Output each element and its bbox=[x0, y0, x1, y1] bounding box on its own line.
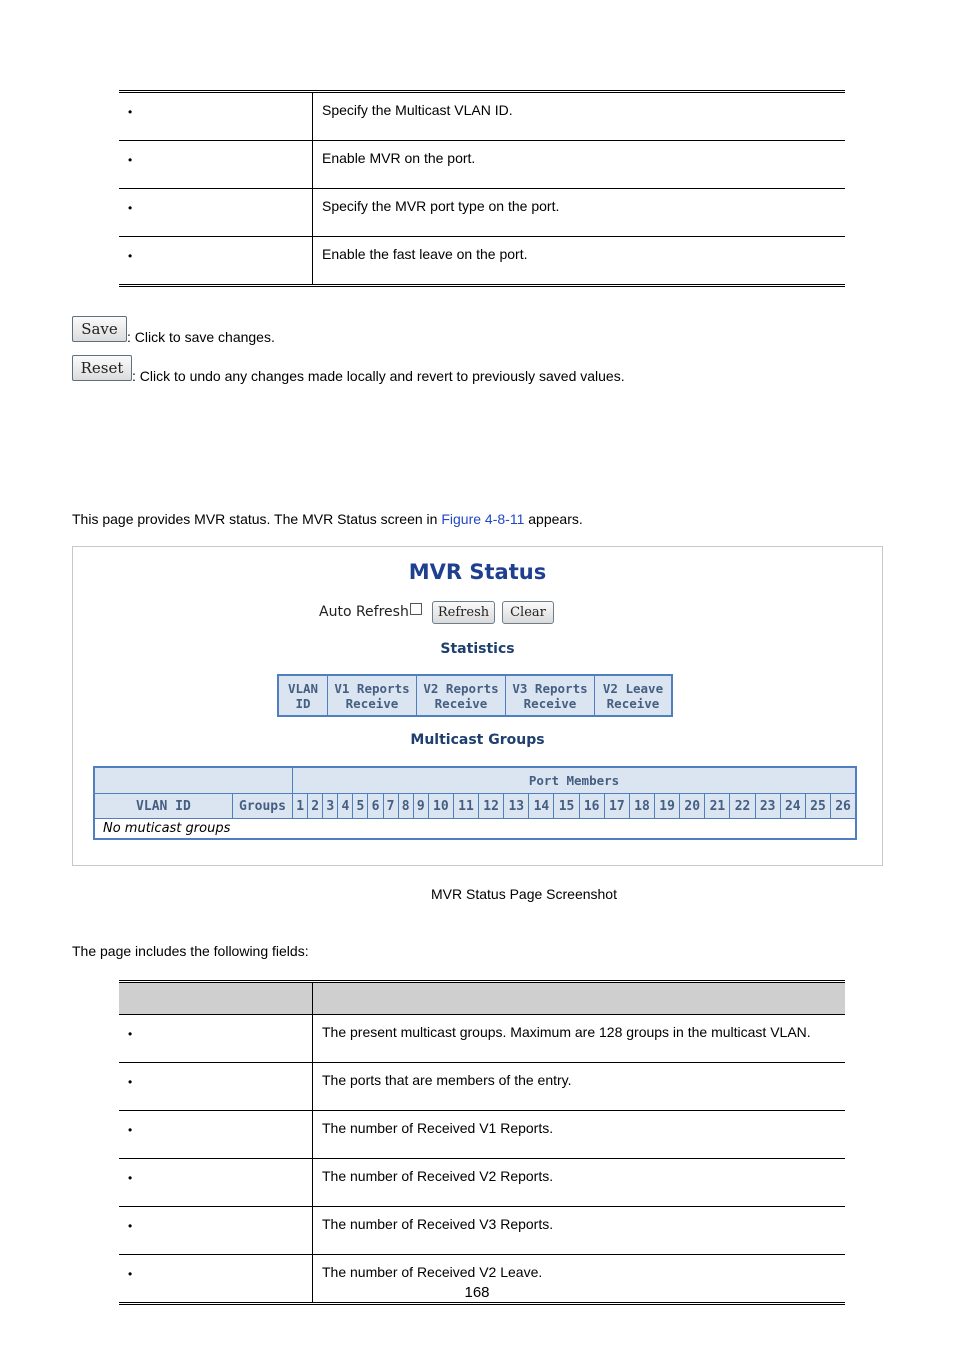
port-header: 20 bbox=[680, 794, 705, 819]
port-header: 8 bbox=[398, 794, 413, 819]
table-row bbox=[119, 1159, 845, 1207]
port-header: 11 bbox=[453, 794, 478, 819]
row-description: Enable MVR on the port. bbox=[313, 141, 846, 189]
intro-paragraph: This page provides MVR status. The MVR Status screen in Figure 4-8-11 appears. bbox=[72, 511, 583, 527]
port-header: 16 bbox=[579, 794, 604, 819]
table-row bbox=[119, 1111, 845, 1159]
port-header: 6 bbox=[368, 794, 383, 819]
table-row bbox=[119, 189, 845, 237]
row-description: The number of Received V1 Reports. bbox=[313, 1111, 846, 1159]
port-header: 21 bbox=[705, 794, 730, 819]
bullet: • bbox=[128, 1219, 133, 1233]
groups-empty-row bbox=[94, 819, 856, 840]
bullet: • bbox=[128, 153, 133, 167]
clear-button[interactable]: Clear bbox=[502, 601, 554, 624]
port-header: 18 bbox=[629, 794, 654, 819]
table-row bbox=[119, 1207, 845, 1255]
stats-col-v2-reports: V2 Reports Receive bbox=[417, 675, 506, 716]
auto-refresh-checkbox[interactable] bbox=[410, 603, 422, 615]
mvr-status-title: MVR Status bbox=[408, 560, 547, 584]
bullet: • bbox=[128, 1123, 133, 1137]
bullet: • bbox=[128, 1267, 133, 1281]
save-description: : Click to save changes. bbox=[127, 329, 275, 345]
groups-header-row-2 bbox=[94, 794, 856, 819]
stats-col-v3-reports: V3 Reports Receive bbox=[506, 675, 595, 716]
bullet: • bbox=[128, 1075, 133, 1089]
statistics-table bbox=[277, 674, 673, 717]
row-description: Enable the fast leave on the port. bbox=[313, 237, 846, 286]
port-header: 22 bbox=[730, 794, 755, 819]
port-header: 1 bbox=[293, 794, 308, 819]
port-header: 7 bbox=[383, 794, 398, 819]
port-header: 26 bbox=[831, 794, 856, 819]
row-description: The number of Received V2 Leave. bbox=[313, 1255, 846, 1304]
reset-button[interactable]: Reset bbox=[72, 355, 132, 381]
port-members-header: Port Members bbox=[293, 767, 856, 794]
statistics-title: Statistics bbox=[440, 641, 515, 657]
no-groups-message: No muticast groups bbox=[94, 819, 856, 840]
auto-refresh-label: Auto Refresh bbox=[319, 604, 409, 620]
mvr-status-screenshot bbox=[72, 546, 883, 866]
reset-description: : Click to undo any changes made locally and revert to previously saved values. bbox=[132, 368, 625, 384]
port-header: 15 bbox=[554, 794, 579, 819]
port-header: 14 bbox=[529, 794, 554, 819]
refresh-button[interactable]: Refresh bbox=[432, 601, 495, 624]
port-header: 19 bbox=[655, 794, 680, 819]
port-header: 13 bbox=[504, 794, 529, 819]
table-row bbox=[119, 1015, 845, 1063]
multicast-groups-table bbox=[93, 766, 857, 840]
bullet: • bbox=[128, 1171, 133, 1185]
bullet: • bbox=[128, 201, 133, 215]
bullet: • bbox=[128, 249, 133, 263]
port-header: 25 bbox=[805, 794, 830, 819]
table-header-row bbox=[119, 982, 845, 1015]
port-header: 23 bbox=[755, 794, 780, 819]
table-row bbox=[119, 237, 845, 286]
port-header: 4 bbox=[338, 794, 353, 819]
row-description: Specify the Multicast VLAN ID. bbox=[313, 92, 846, 141]
port-header: 17 bbox=[604, 794, 629, 819]
row-description: The present multicast groups. Maximum are 128 groups in the multicast VLAN. bbox=[313, 1015, 846, 1063]
groups-header: Groups bbox=[232, 794, 292, 819]
figure-caption: MVR Status Page Screenshot bbox=[431, 886, 617, 902]
table-row bbox=[119, 92, 845, 141]
stats-col-v1-reports: V1 Reports Receive bbox=[328, 675, 417, 716]
port-header: 2 bbox=[308, 794, 323, 819]
figure-link[interactable]: Figure 4-8-11 bbox=[441, 511, 525, 527]
table-row bbox=[119, 141, 845, 189]
port-header: 10 bbox=[428, 794, 453, 819]
stats-col-v2-leave: V2 Leave Receive bbox=[595, 675, 673, 716]
port-header: 24 bbox=[780, 794, 805, 819]
save-button[interactable]: Save bbox=[72, 316, 127, 342]
statistics-header-row bbox=[278, 675, 672, 716]
row-description: The ports that are members of the entry. bbox=[313, 1063, 846, 1111]
bullet: • bbox=[128, 105, 133, 119]
fields-intro: The page includes the following fields: bbox=[72, 943, 309, 959]
row-description: Specify the MVR port type on the port. bbox=[313, 189, 846, 237]
port-header: 9 bbox=[413, 794, 428, 819]
vlan-id-header: VLAN ID bbox=[94, 794, 232, 819]
row-description: The number of Received V3 Reports. bbox=[313, 1207, 846, 1255]
port-header: 12 bbox=[479, 794, 504, 819]
bullet: • bbox=[128, 1027, 133, 1041]
port-header: 3 bbox=[323, 794, 338, 819]
stats-col-vlan-id: VLAN ID bbox=[278, 675, 328, 716]
parameter-table-2 bbox=[119, 980, 845, 1305]
table-row bbox=[119, 1063, 845, 1111]
parameter-table-1 bbox=[119, 90, 845, 287]
groups-header-row-1 bbox=[94, 767, 856, 794]
port-header: 5 bbox=[353, 794, 368, 819]
multicast-groups-title: Multicast Groups bbox=[410, 732, 545, 748]
page-number: 168 bbox=[464, 1284, 490, 1301]
row-description: The number of Received V2 Reports. bbox=[313, 1159, 846, 1207]
